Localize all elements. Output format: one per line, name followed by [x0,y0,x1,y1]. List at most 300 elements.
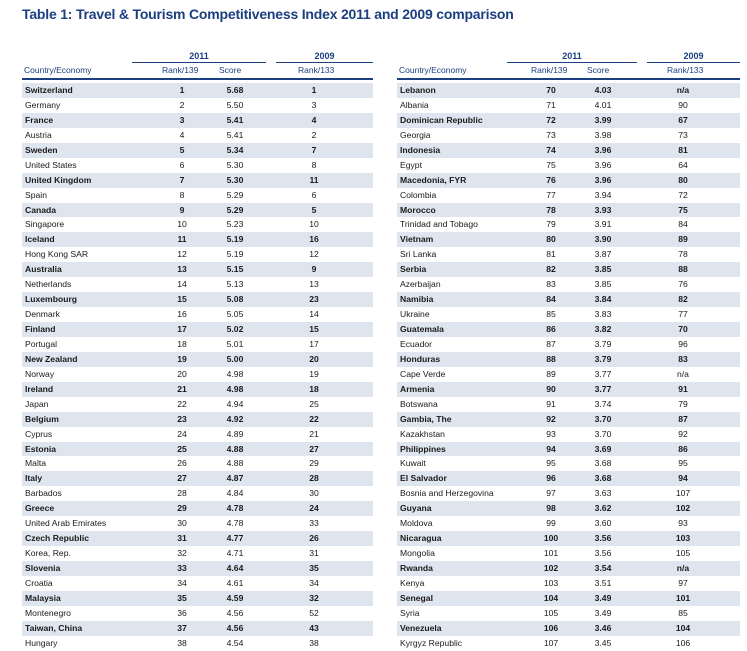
country-cell: Belgium [25,413,59,424]
country-cell: Mongolia [400,548,435,559]
country-cell: Slovenia [25,563,61,573]
rank-2009-cell: 77 [678,309,688,320]
rank-2011-cell: 70 [546,85,556,95]
country-cell: Venezuela [400,622,442,633]
country-cell: Serbia [400,264,427,275]
table-row [22,322,373,337]
rank-2009-cell: 96 [678,338,688,349]
rank-2009-cell: 103 [675,533,691,544]
rank-2009-cell: 81 [678,144,688,155]
rank-2011-cell: 76 [546,174,556,185]
country-cell: Guatemala [400,324,444,334]
rank-2009-cell: 18 [309,383,319,394]
rank-2009-cell: 30 [309,488,319,499]
rank-2009-cell: 78 [678,249,688,260]
score-cell: 4.54 [226,637,244,648]
rank-2011-cell: 5 [179,144,185,155]
rank-2011-cell: 1 [179,85,185,95]
rank-2009-cell: 86 [678,443,688,454]
rank-2011-cell: 77 [546,189,556,200]
table-row [22,516,373,531]
table-row [397,397,740,412]
rank-2011-cell: 107 [543,637,559,648]
table-row [22,292,373,307]
country-cell: Norway [25,368,55,379]
rank-2011-cell: 94 [546,443,556,454]
table-row [397,158,740,173]
table-row [22,247,373,262]
table-row [22,561,373,576]
rank-2011-cell: 9 [179,204,185,215]
rank-2009-cell: 101 [675,592,691,603]
score-cell: 5.15 [226,264,244,275]
rank-2009-column-header: Rank/133 [667,65,704,75]
score-cell: 4.84 [226,488,244,499]
country-cell: Malaysia [25,592,61,603]
score-cell: 4.92 [226,413,244,424]
score-cell: 5.23 [226,219,244,230]
rank-2011-cell: 24 [177,428,187,439]
table-row [22,456,373,471]
score-cell: 4.03 [594,85,612,95]
table-row [397,606,740,621]
score-cell: 5.00 [226,353,244,364]
year-2009-label: 2009 [683,51,704,61]
rank-2009-cell: n/a [677,368,689,379]
rank-2011-cell: 92 [546,413,556,424]
country-cell: Botswana [400,398,438,409]
rank-2011-cell: 37 [177,622,187,633]
score-cell: 3.84 [594,294,612,305]
rank-2011-cell: 6 [179,159,185,170]
rank-2011-cell: 2 [179,99,185,110]
table-row [397,128,740,143]
rank-2011-cell: 96 [546,473,556,484]
table-row [22,412,373,427]
table-row [397,203,740,218]
header-rule [397,78,740,80]
rank-2011-cell: 93 [546,428,556,439]
table-row [397,382,740,397]
score-cell: 5.29 [226,189,244,200]
score-cell: 4.56 [226,622,244,633]
rank-2009-cell: 75 [678,204,688,215]
table-row [397,143,740,158]
score-cell: 3.45 [594,637,612,648]
country-cell: Ireland [25,383,54,394]
country-cell: Kenya [400,577,425,588]
rank-2011-cell: 89 [546,368,556,379]
rank-2009-cell: 105 [675,548,691,559]
rank-2009-cell: 1 [311,85,317,95]
ranking-table-right [397,49,740,651]
score-cell: 3.98 [594,129,612,140]
score-cell: 3.79 [594,353,612,364]
table-row [22,188,373,203]
rank-2011-cell: 3 [179,114,185,125]
rank-2009-cell: 89 [678,234,688,245]
table-row [397,546,740,561]
table-row [397,113,740,128]
table-row [22,83,373,98]
table-row [397,232,740,247]
rank-2011-cell: 35 [177,592,187,603]
table-row [397,412,740,427]
country-cell: Singapore [25,219,65,230]
rank-2009-cell: 10 [309,219,319,230]
rank-2009-cell: 79 [678,398,688,409]
score-cell: 3.46 [594,622,612,633]
column-header-row [22,63,373,77]
rank-2011-cell: 15 [177,294,187,305]
table-row [22,501,373,516]
rank-2009-cell: 7 [311,144,317,155]
country-cell: Egypt [400,159,422,170]
score-cell: 3.49 [594,607,612,618]
rank-2011-cell: 11 [177,234,187,245]
rank-2011-cell: 79 [546,219,556,230]
country-cell: Guyana [400,503,432,514]
country-cell: Armenia [400,383,435,394]
rank-2011-cell: 80 [546,234,556,245]
country-cell: Cape Verde [400,368,446,379]
table-row [22,471,373,486]
rank-2009-cell: 90 [678,99,688,110]
table-row [22,113,373,128]
score-cell: 3.68 [594,473,612,484]
table-row [22,217,373,232]
rank-2011-cell: 74 [546,144,556,155]
year-2009-label: 2009 [314,51,335,61]
table-row [397,576,740,591]
table-row [397,247,740,262]
score-cell: 4.94 [226,398,244,409]
score-cell: 3.62 [594,503,612,514]
year-2011-label: 2011 [562,51,582,61]
rank-2009-cell: 73 [678,129,688,140]
rank-2009-cell: 84 [678,219,688,230]
rank-2011-cell: 28 [177,488,187,499]
rank-2011-cell: 97 [546,488,556,499]
country-cell: Spain [25,189,47,200]
country-cell: Estonia [25,443,57,454]
score-cell: 5.68 [226,85,244,95]
score-cell: 4.98 [226,368,244,379]
score-cell: 4.88 [226,443,244,454]
rank-2011-cell: 81 [546,249,556,260]
rank-2011-cell: 91 [546,398,556,409]
score-cell: 3.68 [594,458,612,469]
score-cell: 3.70 [594,413,612,424]
table-row [397,352,740,367]
country-cell: Switzerland [25,85,73,95]
rank-2009-cell: n/a [676,563,690,573]
score-cell: 4.88 [226,458,244,469]
rank-2009-cell: 2 [311,129,317,140]
score-cell: 5.50 [226,99,244,110]
rank-2009-cell: 22 [309,413,319,424]
rank-2011-cell: 73 [546,129,556,140]
country-cell: Senegal [400,592,433,603]
ranking-table-left [22,49,373,651]
rank-2009-cell: 21 [309,428,319,439]
rank-2011-cell: 7 [179,174,185,185]
table-row [22,486,373,501]
rank-2011-cell: 86 [546,324,556,334]
table-row [22,307,373,322]
score-cell: 3.96 [594,159,612,170]
rank-2011-cell: 21 [177,383,187,394]
rank-2011-cell: 25 [177,443,187,454]
score-cell: 3.85 [594,279,612,290]
country-cell: Greece [25,503,55,514]
country-cell: Cyprus [25,428,53,439]
rank-2011-cell: 101 [543,548,559,559]
table-row [397,307,740,322]
rank-2011-cell: 22 [177,398,187,409]
score-cell: 3.56 [594,533,612,544]
rank-2011-cell: 88 [546,353,556,364]
country-cell: Syria [400,607,420,618]
rank-2009-cell: n/a [676,85,690,95]
score-cell: 3.96 [594,174,612,185]
score-column-header: Score [219,65,242,75]
score-cell: 3.63 [594,488,612,499]
score-cell: 3.49 [594,592,612,603]
rank-2011-cell: 87 [546,338,556,349]
rank-2009-cell: 80 [678,174,688,185]
country-cell: Italy [25,473,43,484]
country-column-header: Country/Economy [399,65,467,75]
score-column-header: Score [587,65,610,75]
rank-2009-cell: 88 [678,264,688,275]
rank-2009-cell: 35 [309,563,319,573]
score-cell: 4.64 [226,563,244,573]
country-cell: Honduras [400,353,441,364]
table-row [22,427,373,442]
score-cell: 4.01 [594,99,612,110]
country-cell: United Arab Emirates [25,518,107,529]
rank-2011-cell: 17 [177,324,187,334]
score-cell: 3.90 [594,234,612,245]
rank-2009-cell: 38 [309,637,319,648]
rank-2011-cell: 10 [177,219,187,230]
score-cell: 4.78 [226,518,244,529]
rank-2011-cell: 72 [546,114,556,125]
column-header-row [397,63,740,77]
rank-2009-cell: 27 [309,443,319,454]
rank-2011-cell: 103 [543,577,559,588]
rank-2011-cell: 27 [177,473,187,484]
rank-2009-cell: 94 [678,473,688,484]
rank-2011-cell: 12 [177,249,187,260]
score-cell: 5.29 [226,204,244,215]
table-row [397,621,740,636]
rank-2011-cell: 14 [177,279,187,290]
table-row [22,203,373,218]
rank-2011-cell: 78 [546,204,556,215]
rank-2011-cell: 106 [543,622,559,633]
rank-2011-cell: 30 [177,518,187,529]
score-cell: 4.71 [226,548,244,559]
rank-2009-cell: 64 [678,159,688,170]
country-cell: Austria [25,129,52,140]
country-cell: Albania [400,99,429,110]
score-cell: 3.79 [594,338,612,349]
table-row [397,217,740,232]
rank-2009-cell: 93 [678,518,688,529]
table-row [397,83,740,98]
score-cell: 3.54 [594,563,612,573]
score-cell: 5.34 [226,144,244,155]
country-cell: Denmark [25,309,60,320]
score-cell: 4.56 [226,607,244,618]
country-cell: Azerbaijan [400,279,441,290]
rank-2009-cell: 107 [675,488,691,499]
score-cell: 5.13 [226,279,244,290]
table-row [22,531,373,546]
rank-2011-cell: 16 [177,309,187,320]
table-row [397,486,740,501]
rank-2009-cell: 76 [678,279,688,290]
score-cell: 3.51 [594,577,612,588]
country-cell: Moldova [400,518,433,529]
country-cell: Canada [25,204,57,215]
rank-2011-cell: 105 [543,607,559,618]
table-row [397,516,740,531]
rank-2011-cell: 85 [546,309,556,320]
rank-2009-cell: 29 [309,458,319,469]
country-cell: Netherlands [25,279,72,290]
country-cell: Sri Lanka [400,249,437,260]
rank-2009-cell: 52 [309,607,319,618]
country-cell: Philippines [400,443,446,454]
country-cell: Taiwan, China [25,622,83,633]
rank-2009-cell: 31 [309,548,319,559]
country-cell: Kuwait [400,458,426,469]
rank-2009-cell: 26 [309,533,319,544]
rank-2009-cell: 95 [678,458,688,469]
table-row [397,442,740,457]
table-row [397,561,740,576]
score-cell: 5.01 [226,338,244,349]
rank-2009-cell: 9 [311,264,317,275]
rank-2009-cell: 5 [311,204,317,215]
score-cell: 3.93 [594,204,612,215]
table-body [397,83,740,651]
score-cell: 3.85 [594,264,612,275]
country-cell: Kyrgyz Republic [400,637,463,648]
score-cell: 3.82 [594,324,612,334]
score-cell: 3.77 [594,383,612,394]
country-cell: Nicaragua [400,533,442,544]
country-cell: Barbados [25,488,62,499]
table-row [22,397,373,412]
score-cell: 3.96 [594,144,612,155]
country-cell: Dominican Republic [400,114,483,125]
country-cell: Czech Republic [25,533,89,544]
table-row [22,606,373,621]
table-row [397,471,740,486]
rank-2011-cell: 99 [546,518,556,529]
country-cell: Hungary [25,637,58,648]
country-cell: Vietnam [400,234,434,245]
country-cell: Gambia, The [400,413,452,424]
score-cell: 5.19 [226,249,244,260]
rank-2011-cell: 33 [177,563,187,573]
rank-2011-cell: 34 [177,577,187,588]
country-cell: Ukraine [400,309,430,320]
table-row [22,128,373,143]
rank-2011-cell: 90 [546,383,556,394]
rank-2011-column-header: Rank/139 [162,65,199,75]
rank-2009-cell: 15 [309,324,319,334]
country-cell: Japan [25,398,49,409]
score-cell: 3.56 [594,548,612,559]
rank-2009-cell: 11 [309,174,319,185]
country-cell: Trinidad and Tobago [400,219,478,230]
country-cell: Portugal [25,338,58,349]
score-cell: 5.41 [226,114,244,125]
rank-2011-cell: 102 [543,563,559,573]
country-cell: Germany [25,99,61,110]
rank-2009-cell: 19 [309,368,319,379]
rank-2009-cell: 20 [309,353,319,364]
country-cell: Bosnia and Herzegovina [400,488,494,499]
country-cell: New Zealand [25,353,78,364]
table-row [397,292,740,307]
country-cell: Georgia [400,129,431,140]
rank-2011-cell: 38 [177,637,187,648]
table-row [22,232,373,247]
score-cell: 3.69 [594,443,612,454]
table-row [397,173,740,188]
rank-2011-cell: 29 [177,503,187,514]
rank-2011-cell: 100 [543,533,559,544]
country-cell: Korea, Rep. [25,548,71,559]
score-cell: 3.74 [594,398,612,409]
rank-2011-cell: 31 [177,533,187,544]
rank-2009-cell: 23 [309,294,319,305]
score-cell: 5.05 [226,309,244,320]
table-row [397,636,740,651]
rank-2009-cell: 92 [678,428,688,439]
table-row [22,277,373,292]
table-row [22,636,373,651]
country-cell: Montenegro [25,607,71,618]
table-row [22,173,373,188]
table-row [397,501,740,516]
rank-2011-cell: 13 [177,264,187,275]
score-cell: 3.83 [594,309,612,320]
rank-2009-cell: 33 [309,518,319,529]
rank-2009-cell: 34 [309,577,319,588]
rank-2011-cell: 83 [546,279,556,290]
country-cell: United Kingdom [25,174,92,185]
country-cell: Rwanda [400,563,433,573]
table-row [397,277,740,292]
rank-2009-cell: 8 [311,159,317,170]
score-cell: 5.30 [226,174,244,185]
table-row [22,367,373,382]
rank-2009-cell: 82 [678,294,688,305]
rank-2009-cell: 25 [309,398,319,409]
year-2011-label: 2011 [189,51,209,61]
table-row [397,322,740,337]
country-cell: Australia [25,264,62,275]
year-header-row [22,49,373,63]
rank-2009-cell: 13 [309,279,319,290]
